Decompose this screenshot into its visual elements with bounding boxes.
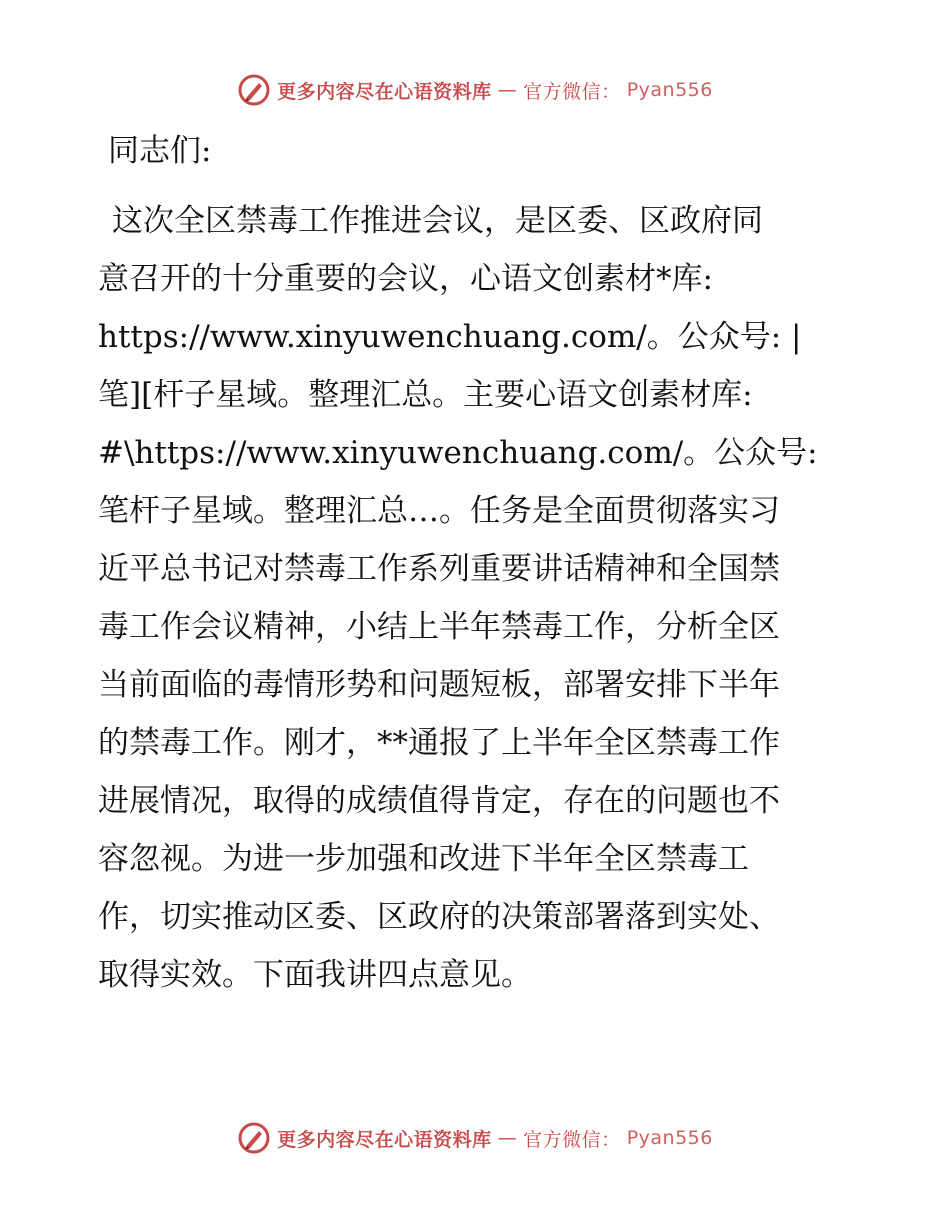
watermark-wechat-id: Pyan556 — [626, 79, 713, 101]
watermark-separator: — — [497, 1127, 518, 1149]
paragraph-line: #\https://www.xinyuwenchuang.com/。公众号: — [98, 435, 818, 471]
paragraph-line: 取得实效。下面我讲四点意见。 — [98, 957, 532, 993]
watermark-wechat-label: 官方微信： — [523, 80, 621, 103]
paragraph-line: https://www.xinyuwenchuang.com/。公众号: | — [98, 319, 802, 355]
paragraph-line: 笔][杆子星域。整理汇总。主要心语文创素材库: — [98, 377, 753, 413]
paragraph-line: 进展情况，取得的成绩值得肯定，存在的问题也不 — [98, 783, 780, 819]
paragraph-line: 这次全区禁毒工作推进会议，是区委、区政府同 — [112, 203, 763, 239]
watermark-separator: — — [497, 79, 518, 101]
document-body — [98, 122, 858, 1004]
greeting: 同志们: — [108, 133, 212, 169]
paragraph-line: 笔杆子星域。整理汇总…。任务是全面贯彻落实习 — [98, 493, 780, 529]
watermark-main-text: 更多内容尽在心语资料库 — [277, 1128, 492, 1151]
paragraph-line: 作，切实推动区委、区政府的决策部署落到实处、 — [98, 899, 780, 935]
paragraph-line: 容忽视。为进一步加强和改进下半年全区禁毒工 — [98, 841, 749, 877]
paragraph-line: 近平总书记对禁毒工作系列重要讲话精神和全国禁 — [98, 551, 780, 587]
pen-logo-icon — [237, 1121, 271, 1155]
watermark-footer — [0, 1118, 950, 1158]
watermark-wechat-id: Pyan556 — [626, 1127, 713, 1149]
paragraph-line: 当前面临的毒情形势和问题短板，部署安排下半年 — [98, 667, 780, 703]
paragraph — [98, 192, 858, 1004]
watermark-wechat-label: 官方微信： — [523, 1128, 621, 1151]
watermark-header — [0, 70, 950, 110]
watermark-main-text: 更多内容尽在心语资料库 — [277, 80, 492, 103]
paragraph-line: 意召开的十分重要的会议，心语文创素材*库: — [98, 261, 713, 297]
paragraph-line: 毒工作会议精神，小结上半年禁毒工作，分析全区 — [98, 609, 780, 645]
pen-logo-icon — [237, 73, 271, 107]
paragraph-line: 的禁毒工作。刚才，**通报了上半年全区禁毒工作 — [98, 725, 780, 761]
